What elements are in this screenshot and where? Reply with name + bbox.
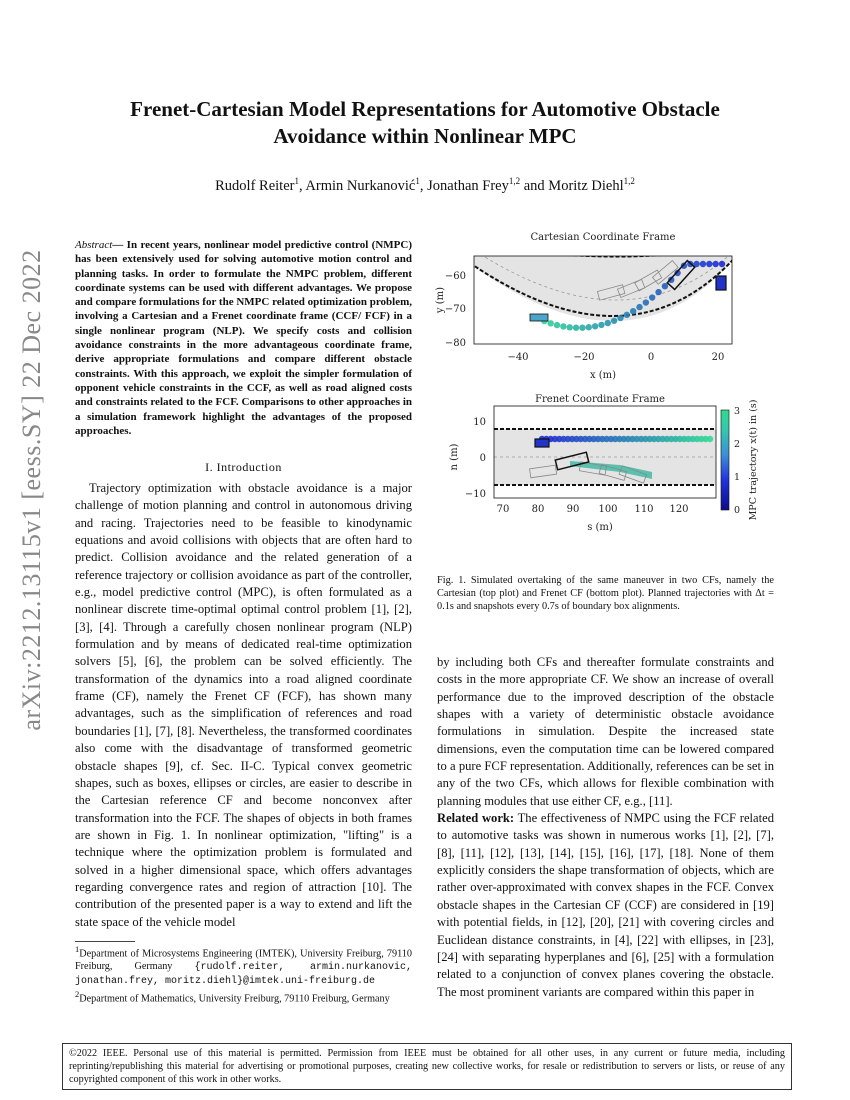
trajectory-point — [586, 324, 592, 330]
trajectory-point — [605, 320, 611, 326]
figure-caption: Fig. 1. Simulated overtaking of the same maneuver in two CFs, namely the Cartesian (top plot) and Frenet CF (bottom plot). Planned trajectories with Δt = 0.1s and snapshots every 0.7s of boundary box alignments. — [437, 575, 774, 612]
author-list: Rudolf Reiter$^1$, Armin Nurkanović$^1$, Jonathan Frey$^{1,2}$ and Moritz Diehl$^{1,2}$ — [215, 176, 635, 194]
trajectory-point — [624, 312, 630, 318]
opponent-vehicle — [716, 276, 726, 290]
bottom-ytick-label: −10 — [464, 489, 486, 500]
bottom-xtick-label: 110 — [634, 504, 654, 515]
colorbar-tick: 1 — [734, 472, 741, 483]
continuation-paragraph: by including both CFs and thereafter formulate constraints and costs in the more appropriate CF. We show an increase of overall performance due to the improved description of the obstacle shapes with a variety of deterministic obstacle avoidance formulations in simulation. Despite the increased state dimensions, even the computation time can be lowered compared to a pure FCF representation. Additionally, references can be set in any of the two CFs, which allows for flexible combination with planning modules that use either CF, e.g., [11]. — [437, 655, 774, 808]
trajectory-point — [719, 261, 725, 267]
footnotes — [75, 943, 412, 1006]
section-heading: I. Introduction — [205, 460, 282, 474]
colorbar-tick: 0 — [734, 505, 741, 516]
road-boundary-inner — [490, 244, 740, 257]
trajectory-point — [636, 304, 642, 310]
author-name: Jonathan Frey — [427, 177, 509, 194]
colorbar-label: MPC trajectory x(t) in (s) — [748, 399, 759, 521]
related-work-label: Related work: — [437, 811, 515, 826]
bottom-plot-area — [494, 429, 716, 485]
bottom-yaxis-label: n (m) — [449, 443, 460, 471]
trajectory-point — [567, 324, 573, 330]
trajectory-point — [573, 325, 579, 331]
bottom-xaxis-label: s (m) — [587, 522, 613, 533]
footnote-1-emails: {rudolf.reiter, armin.nurkanovic, jonathan.frey, moritz.diehl}@imtek.uni-freiburg.de — [75, 962, 412, 988]
trajectory-point — [592, 323, 598, 329]
bottom-ytick-label: 0 — [479, 453, 486, 464]
footnote-1: $^1$Department of Microsystems Engineering (IMTEK), University Freiburg, 79110 Freiburg, Germany {rudolf.reiter, armin.nurkanovic, jonathan.frey, moritz.diehl}@imtek.uni-freiburg.de — [75, 944, 412, 988]
trajectory-point — [662, 283, 668, 289]
figure-1 — [430, 228, 780, 568]
colorbar-tick: 2 — [734, 439, 741, 450]
trajectory-point — [649, 294, 655, 300]
trajectory-point — [617, 315, 623, 321]
trajectory-point — [579, 325, 585, 331]
trajectory-point — [707, 436, 713, 442]
abstract-text: — In recent years, nonlinear model predictive control (NMPC) has been extensively used for solving automotive motion control and planning tasks. In order to formulate the NMPC problem, different coordinate systems can be used with different advantages. We propose and compare formulations for the NMPC related optimization problem, involving a Cartesian and a Frenet coordinate frame (CCF/ FCF) in a single nonlinear program (NLP). We specify costs and collision avoidance constraints in the more advantageous coordinate frame, derive appropriate formulations and compare different obstacle constraints. With this approach, we exploit the simpler formulation of opponent vehicle constraints in the CCF, as well as road aligned costs and constraints related to the FCF. Comparisons to other approaches in a simulation framework highlight the advantages of the proposed approaches. — [75, 239, 412, 437]
colorbar — [721, 410, 729, 510]
trajectory-point — [655, 289, 661, 295]
top-plot-title: Cartesian Coordinate Frame — [530, 232, 676, 243]
trajectory-point — [643, 299, 649, 305]
bottom-trajectory — [539, 436, 713, 442]
top-xtick-label: −40 — [507, 352, 529, 363]
top-xtick-label: −20 — [573, 352, 595, 363]
top-yaxis-label: y (m) — [435, 286, 446, 314]
abstract-label: Abstract — [75, 239, 113, 251]
top-plot-area — [460, 244, 740, 331]
bottom-xtick-label: 80 — [531, 504, 545, 515]
footnote-divider — [75, 941, 135, 942]
bottom-plot-title: Frenet Coordinate Frame — [535, 394, 665, 405]
author-affiliation: 1 — [415, 176, 420, 186]
author-affiliation: 1 — [294, 176, 299, 186]
footnote-1-text: Department of Microsystems Engineering (IMTEK), University Freiburg, 79110 Freiburg, Germany — [75, 948, 412, 973]
author-name: Armin Nurkanović — [305, 177, 416, 194]
trajectory-point — [611, 318, 617, 324]
top-xtick-label: 20 — [711, 352, 725, 363]
trajectory-point — [630, 308, 636, 314]
top-ytick-label: −80 — [444, 338, 466, 349]
bottom-xtick-label: 100 — [598, 504, 618, 515]
colorbar-tick: 3 — [734, 406, 741, 417]
author-name: Rudolf Reiter — [215, 177, 295, 194]
paper-title: Frenet-Cartesian Model Representations for Automotive Obstacle Avoidance within Nonlinear MPC — [130, 97, 720, 148]
trajectory-point — [598, 322, 604, 328]
trajectory-point — [547, 320, 553, 326]
trajectory-point — [712, 261, 718, 267]
related-work-paragraph — [437, 810, 774, 1001]
footnote-2-text: Department of Mathematics, University Freiburg, 79110 Freiburg, Germany — [79, 993, 390, 1005]
abstract — [75, 238, 412, 438]
related-work-text: The effectiveness of NMPC using the FCF related to automotive tasks was shown in numerous works [1], [2], [7], [8], [11], [12], [13], [14], [15], [16], [17], [18]. None of them explicitly considers the shape transformation of objects, which are rather over-approximated with convex shapes in the FCF. Convex obstacle shapes in the Cartesian CF (CCF) are considered in [19] with potential fields, in [12], [20], [21] with covering circles and Euclidean distance constraints, in [4], [22] with ellipses, in [23], [24] with separating hyperplanes and [6], [25] with a formulation related to a conjunction of convex planes covering the obstacle. The most prominent variants are compared within this paper in — [437, 811, 774, 999]
author-affiliation: 1,2 — [508, 176, 521, 186]
top-xaxis-label: x (m) — [589, 370, 617, 381]
bottom-xtick-label: 90 — [566, 504, 580, 515]
top-xtick-label: 0 — [647, 352, 655, 363]
bottom-ytick-label: 10 — [473, 417, 486, 428]
footnote-2: $^2$Department of Mathematics, University Freiburg, 79110 Freiburg, Germany — [75, 989, 390, 1005]
trajectory-point — [706, 261, 712, 267]
arxiv-id-text: arXiv:2212.13115v1 [eess.SY] 22 Dec 2022 — [17, 249, 46, 731]
opponent-vehicle — [535, 439, 549, 447]
intro-section — [75, 480, 412, 938]
trajectory-point — [554, 322, 560, 328]
top-ytick-label: −70 — [444, 304, 466, 315]
right-column-text — [437, 654, 774, 1022]
author-name: Moritz Diehl — [548, 177, 624, 194]
bottom-xtick-label: 70 — [496, 504, 510, 515]
top-ytick-label: −60 — [444, 271, 466, 282]
start-vehicle — [530, 314, 548, 321]
copyright-notice: ©2022 IEEE. Personal use of this material is permitted. Permission from IEEE must be obtained for all other uses, in any current or future media, including reprinting/republishing this material for advertising or promotional purposes, creating new collective works, for resale or redistribution to servers or lists, or reuse of any copyrighted component of this work in other works. — [62, 1043, 792, 1090]
trajectory-point — [560, 323, 566, 329]
bottom-xtick-label: 120 — [669, 504, 689, 515]
arxiv-identifier — [10, 249, 54, 731]
intro-paragraph: Trajectory optimization with obstacle avoidance is a major challenge of motion planning and control in autonomous driving and racing. Trajectories need to be feasible to kinodynamic equations and avoid collisions with objects that are often hard to predict. Collision avoidance and the related generation of a reference trajectory or collision avoidance as part of the controller, e.g., model predictive control (MPC), is often formulated as a nonlinear discrete time-optimal optimal control problem [1], [2], [3], [4]. Through a carefully chosen nonlinear program (NLP) formulation and by means of dedicated real-time optimization solvers [5], [6], the problem can be solved efficiently. The transformation of the dynamics into a road aligned coordinate frame (CF), namely the Frenet CF (FCF), has shown many advantages, such as the simplification of references and road boundaries [1], [7], [8]. Nevertheless, the transformed coordinates also come with the disadvantage of transformed geometric obstacle shapes [9], cf. Sec. II-C. Typical convex geometric shapes, such as boxes, ellipses or circles, are easier to describe in the Cartesian reference CF and become nonconvex after transformation into the FCF. The shapes of objects in both frames are shown in Fig. 1. In nonlinear optimization, "lifting" is a technique where the optimization problem is formulated and solved in a higher dimensional space, which offers advantages regarding convergence rates and region of attraction [10]. The contribution of the presented paper is a way to extend and lift the state space of the vehicle model — [75, 481, 412, 929]
trajectory-point — [700, 261, 706, 267]
author-affiliation: 1,2 — [623, 176, 635, 186]
